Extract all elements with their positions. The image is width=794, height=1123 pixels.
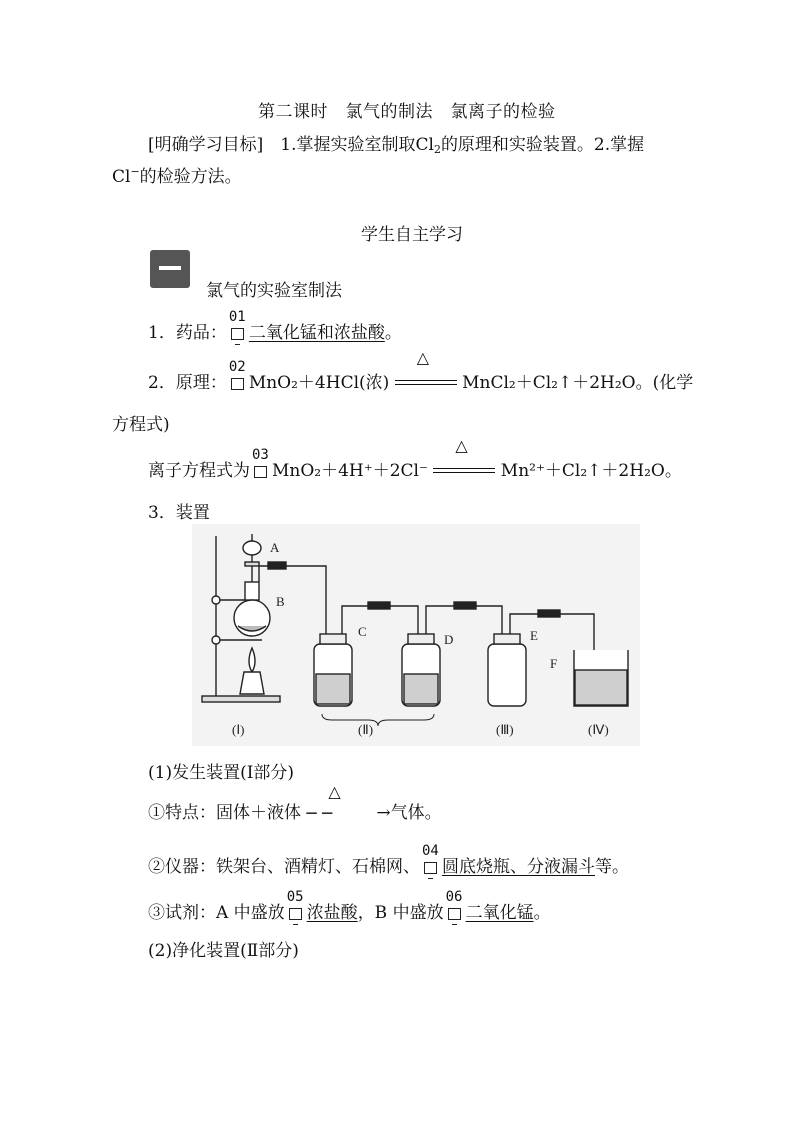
answer-blank-04[interactable] xyxy=(422,843,440,874)
item-reagents xyxy=(148,889,551,923)
goals-subscript: 2 xyxy=(433,143,441,156)
label-a: A xyxy=(270,540,280,555)
label-f: F xyxy=(550,656,558,671)
heat-triangle-icon: △ xyxy=(416,347,430,367)
principle-left: MnO₂＋4HCl(浓) xyxy=(248,373,390,393)
blank-number: 01 xyxy=(228,309,246,325)
blank-number: 05 xyxy=(286,889,304,905)
goals-cl: Cl xyxy=(112,167,131,187)
answer-blank-05[interactable] xyxy=(286,889,305,920)
part-iv: (Ⅳ) xyxy=(588,722,609,737)
answer-blank-01[interactable] xyxy=(228,309,247,340)
blank-number: 03 xyxy=(252,447,269,463)
item-drugs xyxy=(148,309,402,343)
stand-base xyxy=(202,696,280,702)
alcohol-lamp xyxy=(240,672,264,694)
label-c: C xyxy=(358,624,367,639)
label-d: D xyxy=(444,632,454,647)
item-principle xyxy=(148,347,694,394)
bottle-e xyxy=(488,644,526,706)
apparatus-diagram xyxy=(192,524,640,746)
answer-blank-02[interactable] xyxy=(228,359,247,390)
reagent-mid: ，B 中盛放 xyxy=(357,903,444,923)
answer-blank-06[interactable] xyxy=(445,889,464,920)
section-title: 学生自主学习 xyxy=(361,225,463,245)
drugs-end: 。 xyxy=(384,323,402,343)
goals-superscript: − xyxy=(130,165,140,178)
apparatus-label: 3．装置 xyxy=(148,503,210,523)
purifier-title: (2)净化装置(Ⅱ部分) xyxy=(148,941,299,961)
goals-text: 1.掌握实验室制取Cl xyxy=(263,135,434,155)
heat-triangle-icon: △ xyxy=(455,435,468,455)
blank-number: 02 xyxy=(228,359,246,375)
generator-title: (1)发生装置(Ⅰ部分) xyxy=(148,763,295,783)
instr-answer: 圆底烧瓶、分液漏斗 xyxy=(442,857,595,877)
blank-number: 06 xyxy=(445,889,463,905)
reagent-end: 。 xyxy=(533,903,551,923)
reagent-answer-a: 浓盐酸 xyxy=(306,903,358,923)
goals-tail: 的检验方法。 xyxy=(139,167,242,187)
heating-arrow: △ ─ ─ xyxy=(306,781,341,824)
blank-number: 04 xyxy=(422,843,439,859)
part-iii: (Ⅲ) xyxy=(496,722,514,737)
badge-mark xyxy=(159,266,181,270)
heating-condition-sign xyxy=(395,347,457,394)
heat-triangle-icon: △ xyxy=(328,781,341,801)
answer-blank-03[interactable] xyxy=(252,447,270,478)
flame xyxy=(249,648,255,672)
learning-goals-line2 xyxy=(112,162,242,187)
feature-text: ①特点：固体＋液体 xyxy=(148,803,301,823)
flask-neck xyxy=(245,582,259,600)
ionic-right: Mn²⁺＋Cl₂↑＋2H₂O。 xyxy=(500,461,682,481)
part-i: (Ⅰ) xyxy=(232,722,245,737)
page-title: 第二课时 氯气的制法 氯离子的检验 xyxy=(258,102,556,122)
part-ii: (Ⅱ) xyxy=(358,722,374,737)
section-number-badge xyxy=(150,250,190,288)
principle-continuation: 方程式) xyxy=(112,415,170,435)
drugs-label: 1．药品： xyxy=(148,323,227,343)
reagent-answer-b: 二氧化锰 xyxy=(465,903,534,923)
drugs-answer: 二氧化锰和浓盐酸 xyxy=(248,323,385,343)
ionic-left: MnO₂＋4H⁺＋2Cl⁻ xyxy=(272,461,428,481)
instr-end: 等。 xyxy=(595,857,629,877)
ionic-label: 离子方程式为 xyxy=(148,461,250,481)
goals-text-tail: 的原理和实验装置。2.掌握 xyxy=(440,135,645,155)
label-e: E xyxy=(530,628,538,643)
principle-label: 2．原理： xyxy=(148,373,227,393)
item-feature xyxy=(148,781,442,824)
item-instruments xyxy=(148,843,629,877)
principle-right: MnCl₂＋Cl₂↑＋2H₂O。(化学 xyxy=(462,373,694,393)
funnel-a xyxy=(243,541,261,555)
heating-condition-sign xyxy=(433,435,495,482)
section-subtitle: 氯气的实验室制法 xyxy=(206,281,342,301)
learning-goals-line1 xyxy=(148,130,644,156)
item-ionic-equation xyxy=(148,435,682,482)
reagent-label: ③试剂：A 中盛放 xyxy=(148,903,285,923)
feature-tail: →气体。 xyxy=(376,803,442,823)
label-b: B xyxy=(276,594,285,609)
goals-label: [明确学习目标] xyxy=(148,135,264,155)
instr-label: ②仪器：铁架台、酒精灯、石棉网、 xyxy=(148,857,420,877)
